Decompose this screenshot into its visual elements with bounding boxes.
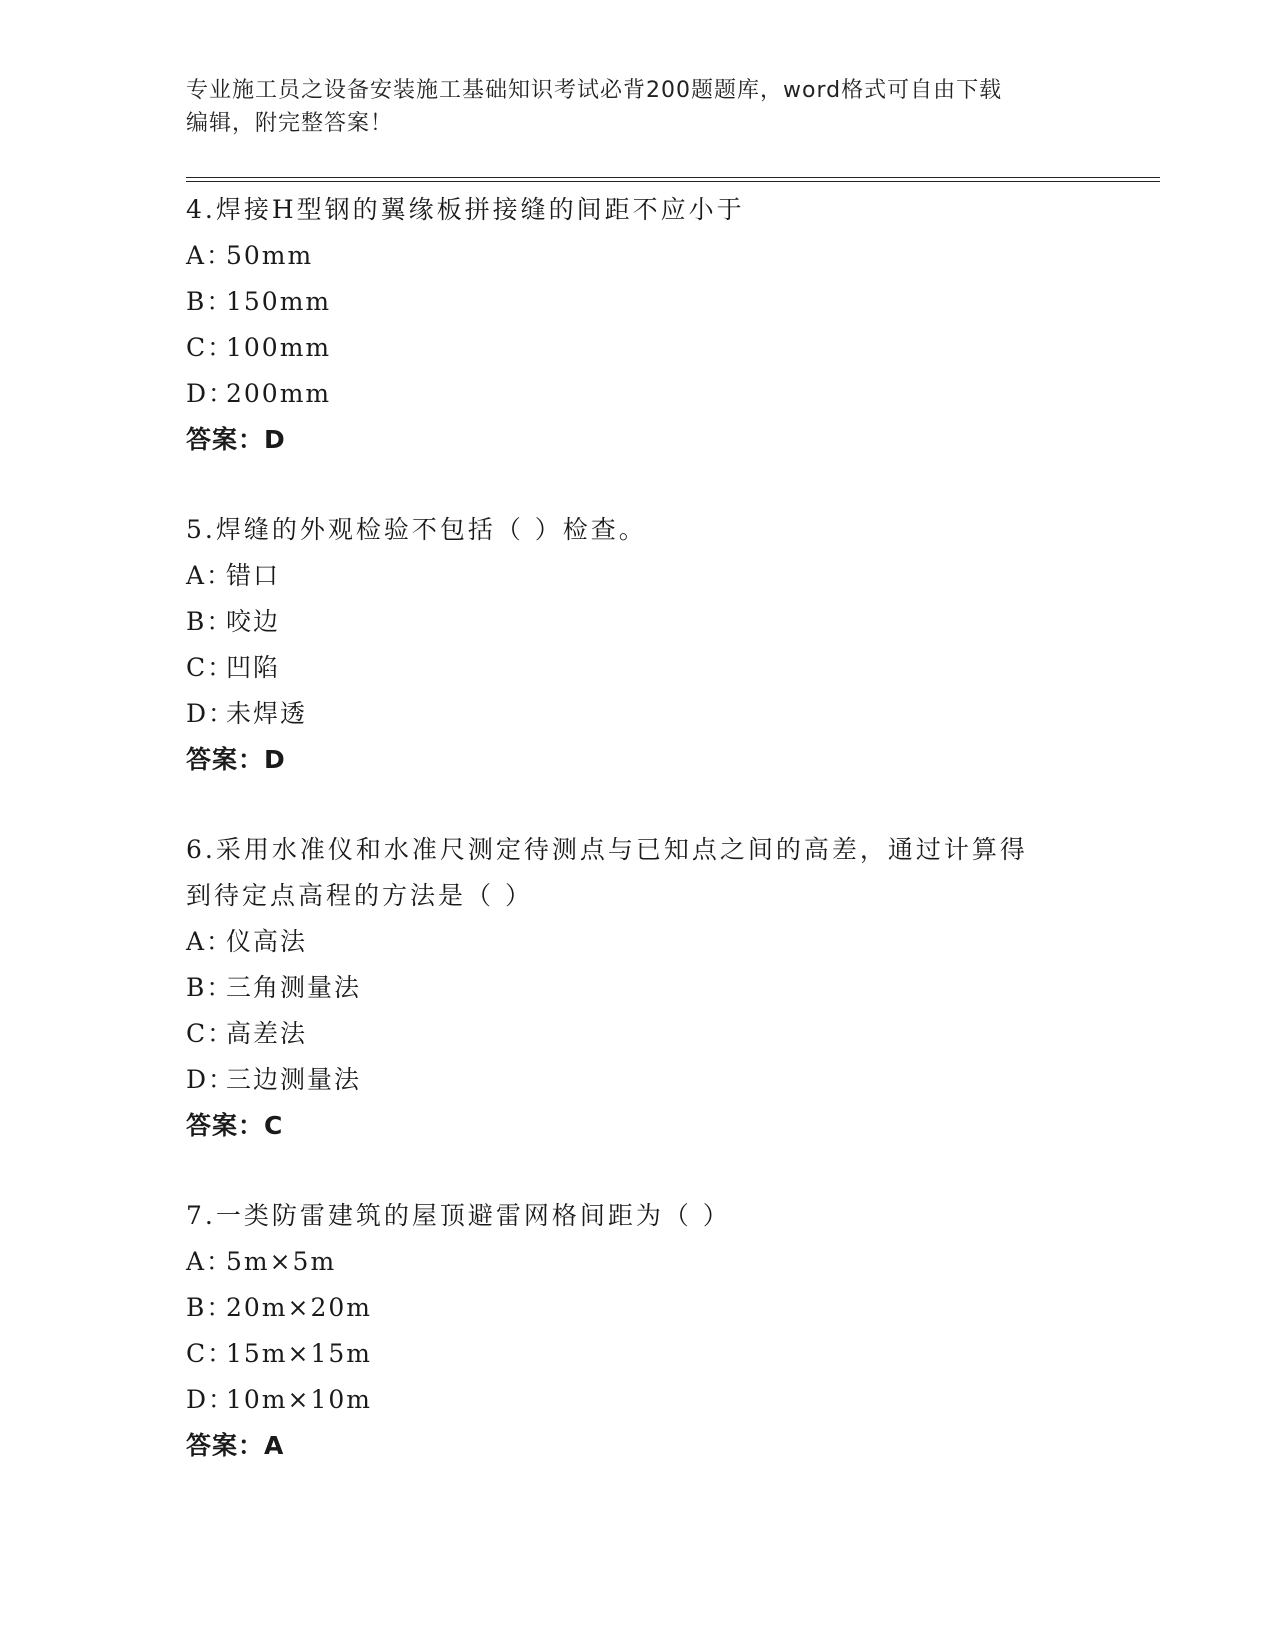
option-letter: D： [186,699,236,728]
option-c [186,1011,1086,1057]
option-letter: A： [186,241,234,270]
question-text: 5.焊缝的外观检验不包括（ ）检查。 [186,515,647,544]
option-text: 10m×10m [226,1385,372,1414]
question-block [186,1193,1086,1469]
option-text: 20m×20m [226,1293,372,1322]
option-text: 5m×5m [226,1247,337,1276]
option-a [186,233,1086,279]
answer-line: 答案：D [186,425,286,454]
option-b [186,279,1086,325]
option-letter: D： [186,379,236,408]
option-letter: A： [186,927,234,956]
option-text: 咬边 [226,607,281,636]
option-a [186,919,1086,965]
option-b [186,1285,1086,1331]
option-c [186,645,1086,691]
option-a [186,553,1086,599]
option-d [186,371,1086,417]
option-letter: C： [186,1019,235,1048]
option-text: 15m×15m [226,1339,372,1368]
option-letter: A： [186,1247,234,1276]
option-letter: C： [186,333,235,362]
header-line-1: 专业施工员之设备安装施工基础知识考试必背200题题库，word格式可自由下载 [186,78,1003,103]
option-letter: C： [186,653,235,682]
option-c [186,1331,1086,1377]
option-text: 200mm [226,379,332,408]
header-divider-top [186,177,1160,178]
option-letter: C： [186,1339,235,1368]
option-b [186,599,1086,645]
option-d [186,691,1086,737]
answer-line: 答案：C [186,1111,284,1140]
question-text: 4.焊接H型钢的翼缘板拼接缝的间距不应小于 [186,195,745,224]
question-text-continued: 到待定点高程的方法是（ ） [186,881,533,910]
header-line-2: 编辑，附完整答案！ [186,111,394,136]
option-text: 三边测量法 [226,1065,362,1094]
option-letter: D： [186,1385,236,1414]
option-d [186,1057,1086,1103]
answer-line: 答案：D [186,745,286,774]
option-d [186,1377,1086,1423]
question-block [186,507,1086,783]
option-letter: B： [186,607,234,636]
option-letter: B： [186,1293,234,1322]
option-c [186,325,1086,371]
option-letter: B： [186,287,234,316]
option-text: 高差法 [226,1019,308,1048]
option-b [186,965,1086,1011]
option-a [186,1239,1086,1285]
option-text: 50mm [226,241,314,270]
question-block [186,827,1086,1149]
option-text: 凹陷 [226,653,281,682]
document-header [186,74,1086,140]
option-text: 错口 [226,561,281,590]
question-text: 7.一类防雷建筑的屋顶避雷网格间距为（ ） [186,1201,731,1230]
question-text: 6.采用水准仪和水准尺测定待测点与已知点之间的高差，通过计算得 [186,835,1028,864]
answer-line: 答案：A [186,1431,285,1460]
option-letter: A： [186,561,234,590]
header-divider-bottom [186,181,1160,182]
option-letter: D： [186,1065,236,1094]
option-text: 100mm [226,333,332,362]
question-block [186,187,1086,463]
option-letter: B： [186,973,234,1002]
option-text: 150mm [226,287,332,316]
option-text: 未焊透 [226,699,308,728]
option-text: 仪高法 [226,927,308,956]
option-text: 三角测量法 [226,973,362,1002]
